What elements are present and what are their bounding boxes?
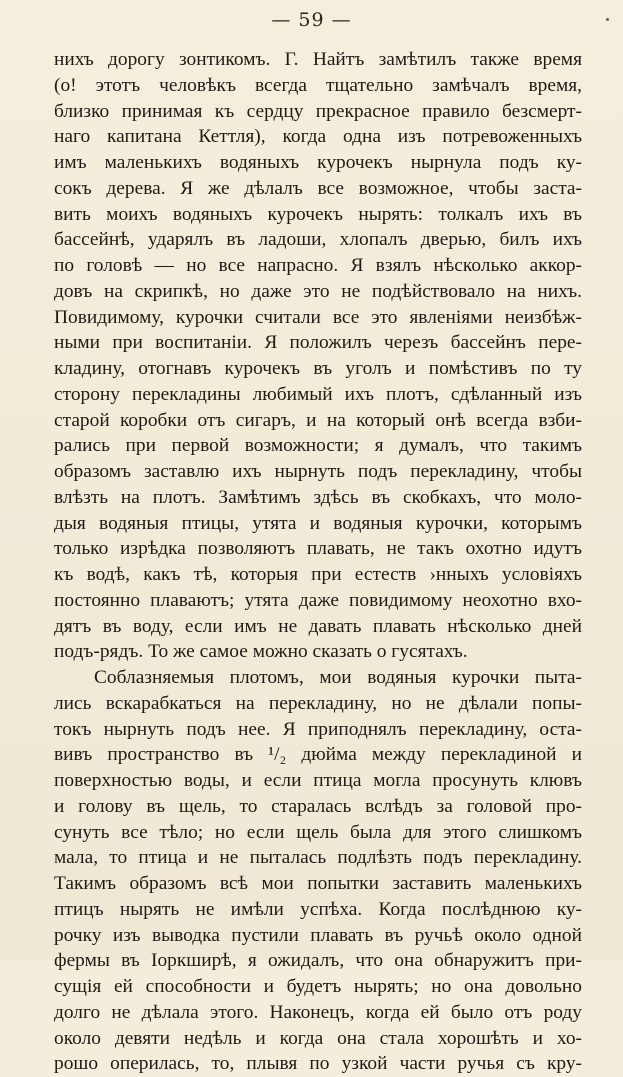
paragraph-start-line: Соблазняемыя плотомъ, мои водяныя курочки пыта- <box>94 667 582 688</box>
text-line: рошо оперилась, то, плывя по узкой части ручья съ кру- <box>54 1053 582 1075</box>
text-line: постоянно плаваютъ; утята даже повидимому неохотно вхо- <box>54 589 582 611</box>
text-line: дятъ въ воду, если имъ не давать плавать нѣсколько дней <box>54 615 582 637</box>
body-text <box>54 47 582 1077</box>
text-line: только изрѣдка позволяютъ плавать, не такъ охотно идутъ <box>54 538 582 560</box>
text-line: (о! этотъ человѣкъ всегда тщательно замѣчалъ время, <box>54 74 582 96</box>
text-line: сторону перекладины любимый ихъ плотъ, сдѣланный изъ <box>54 383 582 405</box>
text-line: около девяти недѣль и когда она стала хорошѣть и хо- <box>54 1027 582 1049</box>
text-line: имъ маленькихъ водяныхъ курочекъ нырнула подъ ку- <box>54 152 582 173</box>
text-line: сунуть все тѣло; но если щель была для этого слишкомъ <box>54 821 582 843</box>
paragraph-end-line: подъ-рядъ. То же самое можно сказать о гусятахъ. <box>54 641 468 663</box>
text-line: фермы въ Іоркширѣ, я ожидалъ, что она обнаружитъ при- <box>54 950 582 972</box>
page-number: — 59 — <box>271 9 352 31</box>
text-line: бассейнѣ, ударялъ въ ладоши, хлопалъ дверью, билъ ихъ <box>54 229 582 251</box>
text-line: мала, то птица и не пыталась подлѣзть подъ перекладину. <box>54 847 582 869</box>
text-line: по головѣ — но все напрасно. Я взялъ нѣсколько аккор- <box>54 255 582 276</box>
text-line: рались при первой возможности; я думалъ, что такимъ <box>54 435 582 457</box>
text-line: образомъ заставлю ихъ нырнуть подъ перекладину, чтобы <box>54 461 582 482</box>
text-line: вить моихъ водяныхъ курочекъ нырять: толкалъ ихъ въ <box>54 203 582 225</box>
text-line: лись вскарабкаться на перекладину, но не дѣлали попы- <box>54 692 582 714</box>
text-line: долго не дѣлала этого. Наконецъ, когда ей было отъ роду <box>54 1001 582 1023</box>
text-line: и голову въ щель, то старалась вслѣдъ за головой про- <box>54 795 582 817</box>
text-line: къ водѣ, какъ тѣ, которыя при естеств ›нныхъ условіяхъ <box>54 564 582 585</box>
text-line: довъ на скрипкѣ, но даже это не подѣйствовало на нихъ. <box>54 280 582 302</box>
text-line: поверхностью воды, и если птица могла просунуть клювъ <box>54 770 582 791</box>
text-line: вивъ пространство въ ¹/₂ дюйма между перекладиной и <box>54 744 582 766</box>
text-line: дыя водяныя птицы, утята и водяныя курочки, которымъ <box>54 512 582 534</box>
text-line: сокъ дерева. Я же дѣлалъ все возможное, чтобы заста- <box>54 177 582 199</box>
text-line: сущія ей способности и будетъ нырять; но она довольно <box>54 976 582 997</box>
text-line: старой коробки отъ сигаръ, и на который онѣ всегда взби- <box>54 409 582 431</box>
text-line: Повидимому, курочки считали все это явленіями неизбѣж- <box>54 306 582 328</box>
text-line: влѣзть на плотъ. Замѣтимъ здѣсь въ скобкахъ, что моло- <box>54 486 582 508</box>
text-line: ными при воспитаніи. Я положилъ черезъ бассейнъ пере- <box>54 332 582 354</box>
text-line: токъ нырнуть подъ нее. Я приподнялъ перекладину, оста- <box>54 718 582 740</box>
text-line: наго капитана Кеттля), когда одна изъ потревоженныхъ <box>54 126 582 148</box>
text-line: рочку изъ выводка пустили плавать въ ручьѣ около одной <box>54 924 582 946</box>
text-line: птицъ нырять не имѣли успѣха. Когда послѣднюю ку- <box>54 898 582 920</box>
text-line: близко принимая къ сердцу прекрасное правило безсмерт- <box>54 100 582 122</box>
text-line: нихъ дорогу зонтикомъ. Г. Найтъ замѣтилъ также время <box>54 49 582 70</box>
text-line: кладину, отогнавъ курочекъ въ уголъ и помѣстивъ по ту <box>54 358 582 379</box>
text-line: Такимъ образомъ всѣ мои попытки заставить маленькихъ <box>54 873 582 894</box>
